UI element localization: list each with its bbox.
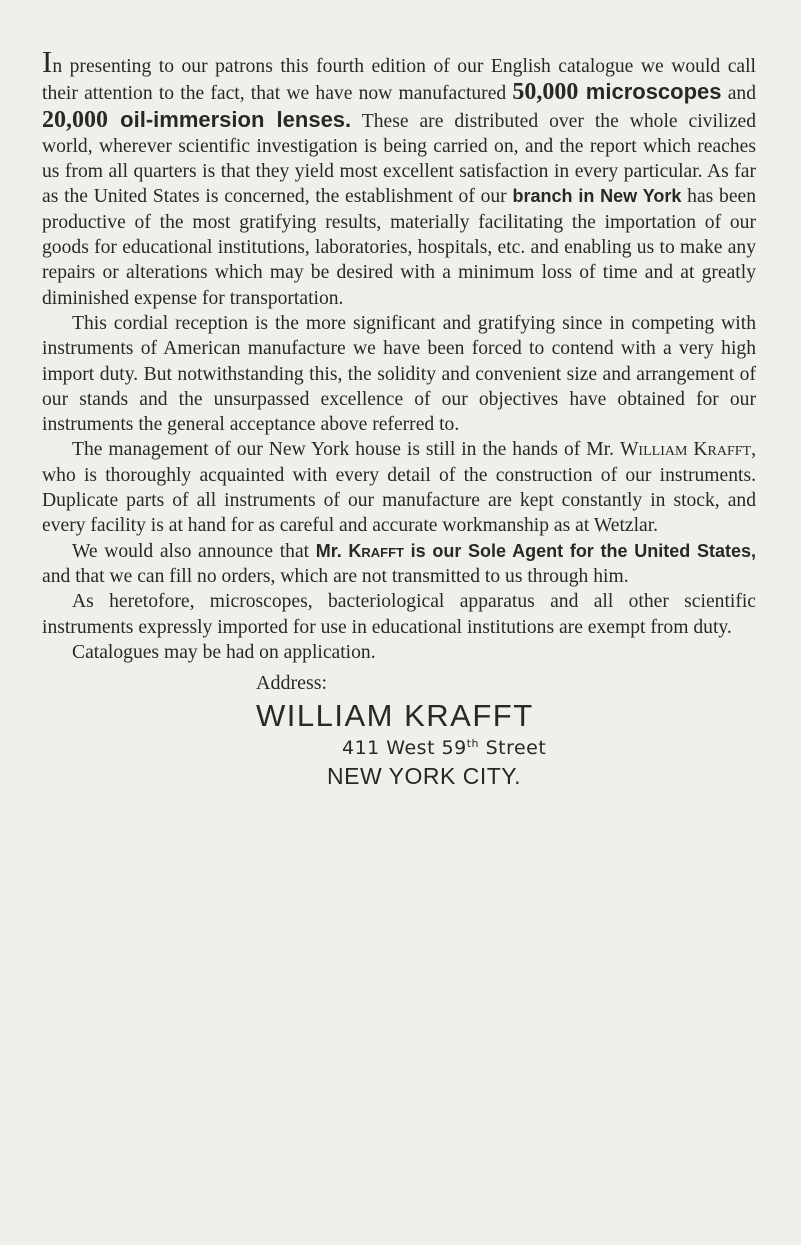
sole-agent-phrase: is our Sole Agent for the United States, — [410, 540, 756, 561]
paragraph-3 — [42, 437, 756, 538]
lens-count: 20,000 — [42, 106, 108, 133]
p1-text-1: n presenting to our patrons this fourth edition of our English catalogue we would call their attention to the fact, that we have now manufactured — [42, 56, 756, 105]
paragraph-5: As heretofore, microscopes, bacteriological apparatus and all other scientific instruments expressly imported for use in educational institutions are exempt from duty. — [42, 591, 756, 638]
p4-text-2: and that we can fill no orders, which are not transmitted to us through him. — [42, 565, 629, 587]
p1-text-4: has been productive of the most gratifying results, materially facilitating the importation of our goods for educational institutions, laboratories, hospitals, etc. and enabling us to make any repairs or alterations which may be desired with a minimum loss of time and at greatly diminished expense for transportation. — [42, 186, 757, 309]
p1-text-2: and — [721, 83, 756, 105]
paragraph-2: This cordial reception is the more significant and gratifying since in competing with instruments of American manufacture we have been forced to contend with a very high import duty. But notwithstanding this, the solidity and convenient size and arrangement of our stands and the unsurpassed excellence of our objectives have obtained for our instruments the general acceptance above referred to. — [42, 312, 756, 436]
p4-text-1: We would also announce that — [72, 540, 316, 562]
branch-phrase: branch in New York — [512, 186, 682, 207]
p1-text-3: These are distributed over the whole civilized world, wherever scientific investigation is being carried on, and the report which reaches us from all quarters is that they yield most excellent satisfaction in every particular. As far as the United States is concerned, the establishment of our — [42, 110, 757, 208]
microscopes-word: microscopes — [578, 79, 722, 105]
drop-cap: I — [42, 44, 53, 79]
agent-mr: Mr. — [315, 540, 342, 561]
catalogue-preface — [42, 46, 756, 791]
microscope-count: 50,000 — [512, 79, 579, 106]
street-ordinal: th — [466, 737, 480, 751]
agent-name: Krafft — [348, 540, 404, 561]
paragraph-4 — [42, 539, 756, 590]
address-label: Address: — [256, 672, 328, 695]
manager-name: William Krafft — [619, 439, 752, 461]
paragraph-1 — [42, 46, 756, 311]
address-name: WILLIAM KRAFFT — [256, 698, 534, 734]
lenses-word: oil-immersion lenses. — [108, 106, 352, 132]
address-street — [342, 735, 756, 761]
p3-text-2: , who is thoroughly acquainted with every detail of the construction of our instruments. Duplicate parts of all instruments of our manufacture are kept constantly in stock, and every facility is at hand for as careful and accurate workmanship as at Wetzlar. — [42, 439, 756, 537]
address-city: NEW YORK CITY. — [327, 763, 522, 790]
p3-text-1: The management of our New York house is still in the hands of Mr. — [72, 439, 620, 461]
paragraph-6: Catalogues may be had on application. — [72, 641, 376, 663]
street-number: 411 West 59 — [342, 737, 467, 760]
street-word: Street — [479, 737, 547, 760]
